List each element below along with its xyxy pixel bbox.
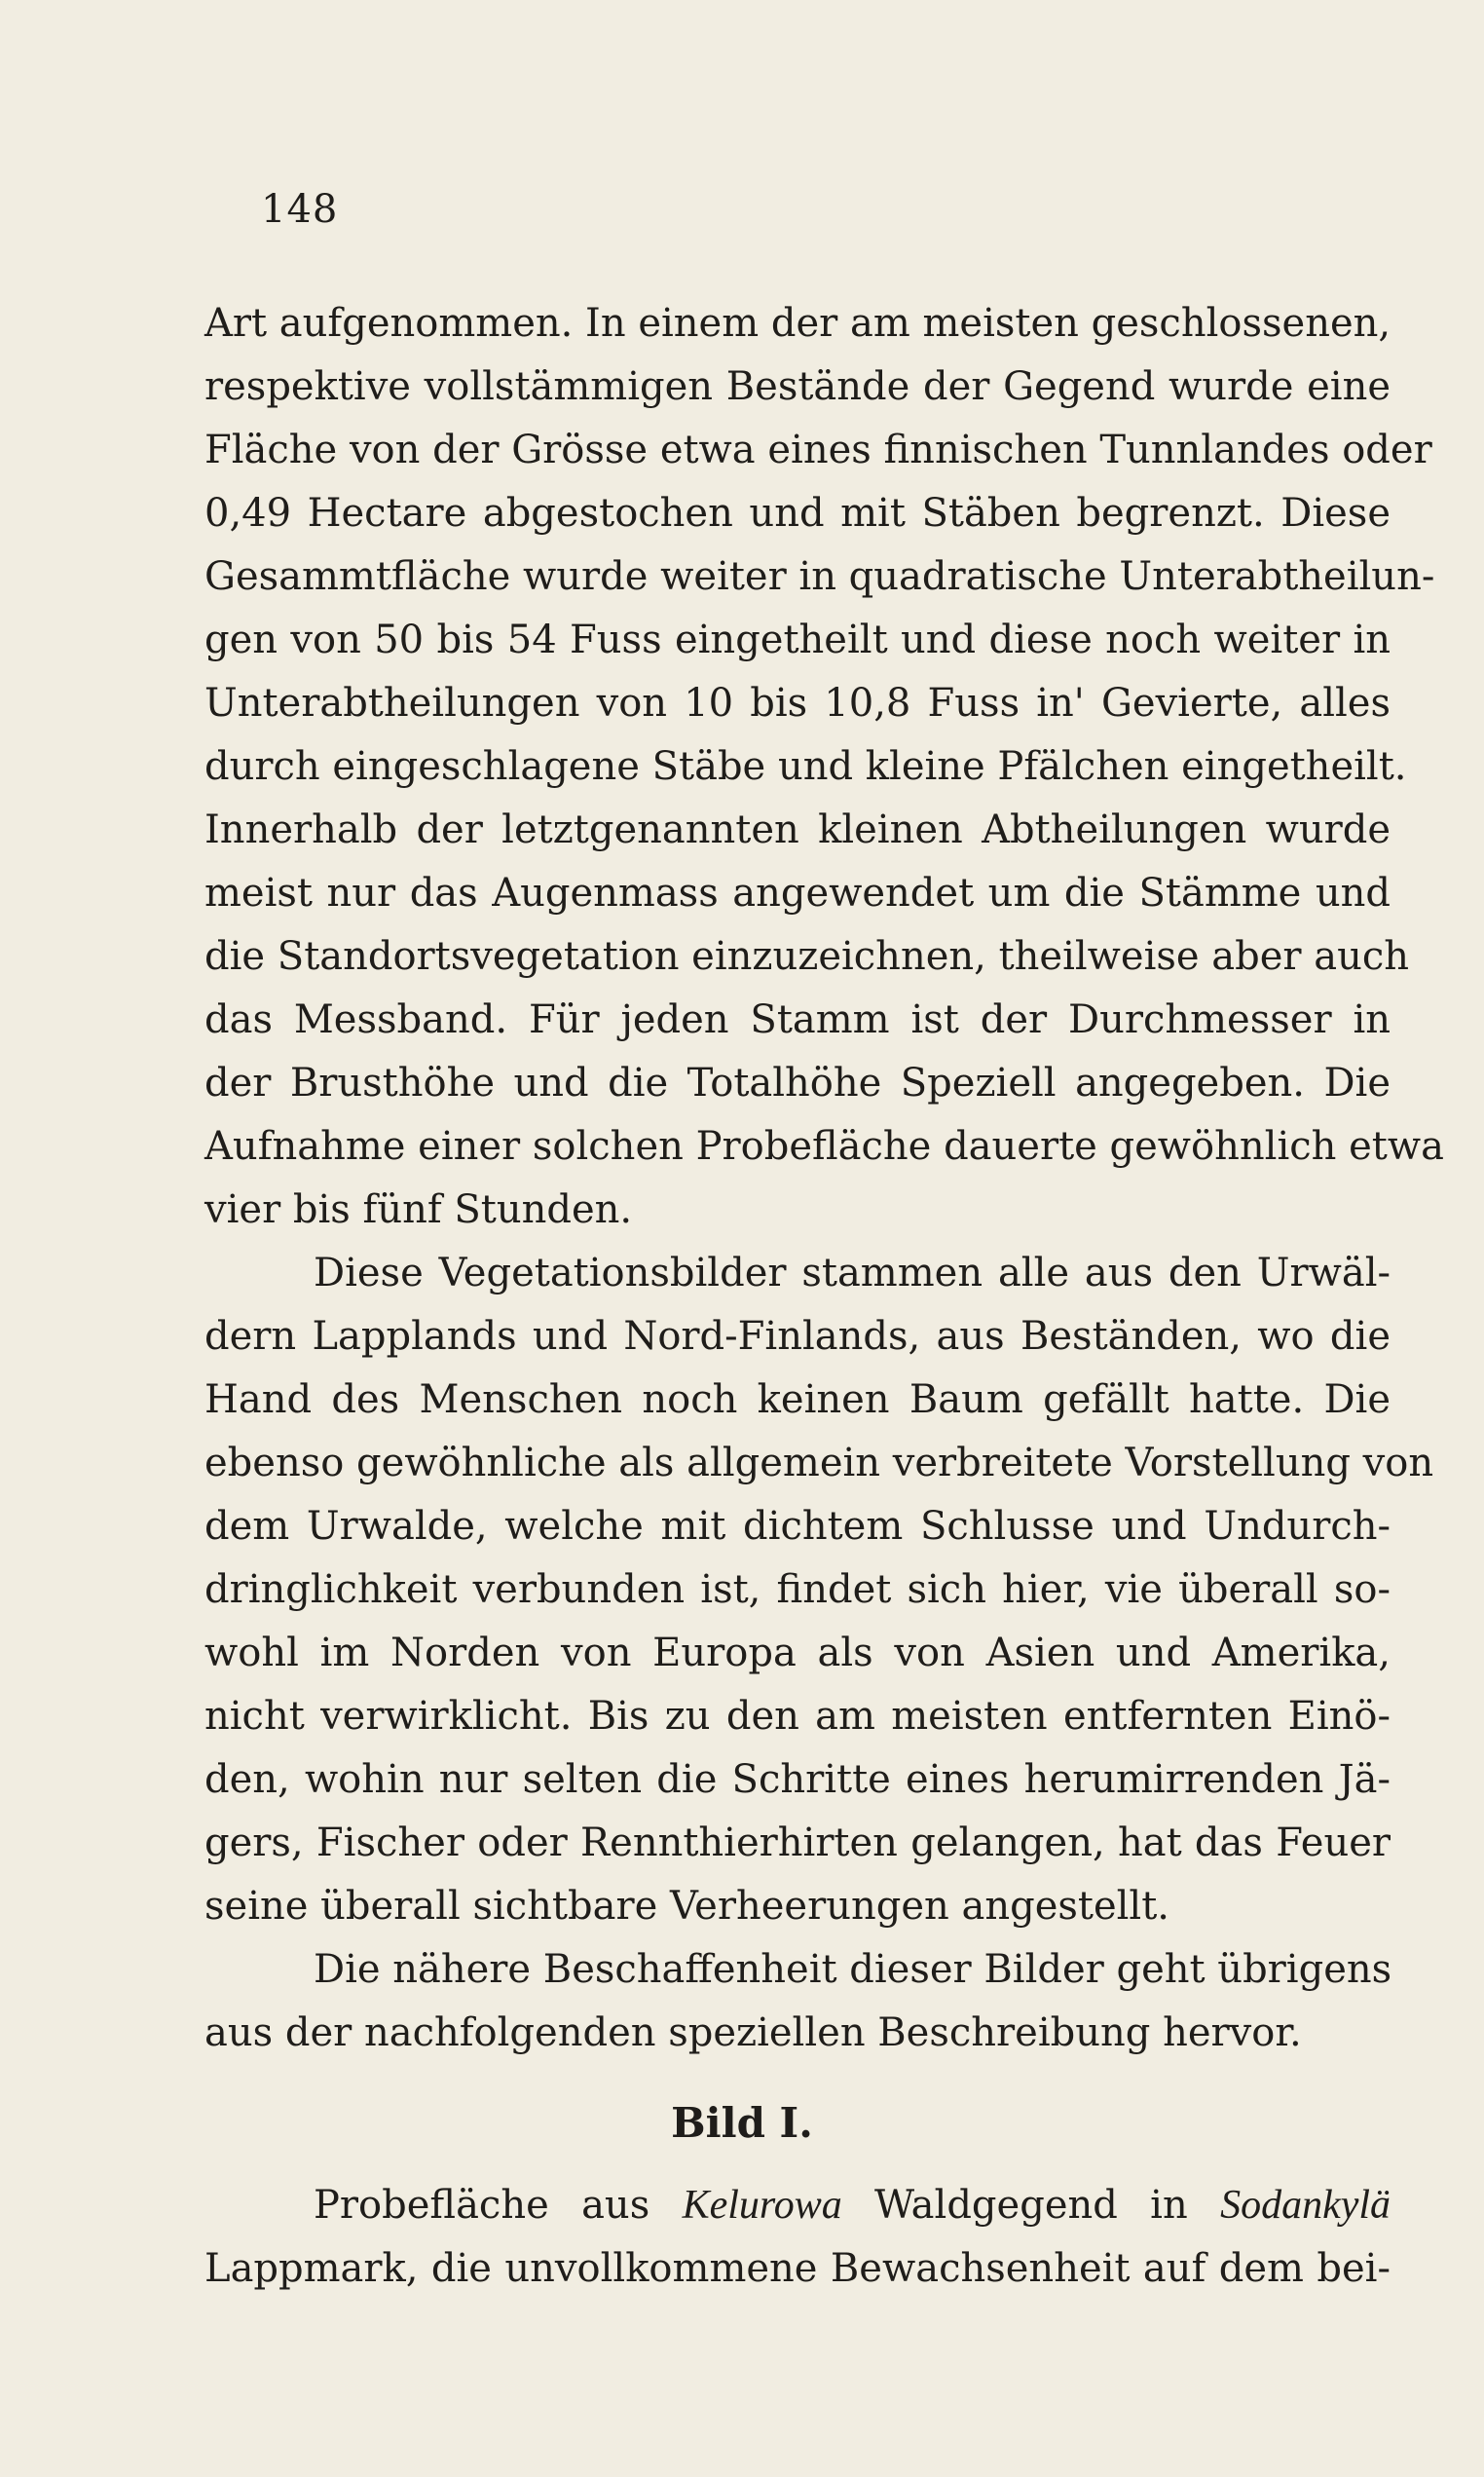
text-line: die Standortsvegetation einzuzeichnen, theilweise aber auch [204, 934, 1410, 979]
text-line: respektive vollstämmigen Bestände der Gegend wurde eine [204, 364, 1391, 409]
text-line: den, wohin nur selten die Schritte eines herumirrenden Jä- [204, 1757, 1391, 1802]
section-heading: Bild I. [671, 2099, 813, 2147]
text-line: Art aufgenommen. In einem der am meisten geschlossenen, [204, 301, 1391, 346]
page-number: 148 [261, 187, 339, 232]
text-line: dern Lapplands und Nord-Finlands, aus Beständen, wo die [204, 1314, 1391, 1359]
text-line: vier bis fünf Stunden. [204, 1187, 633, 1232]
text-line: ebenso gewöhnliche als allgemein verbreitete Vorstellung von [204, 1441, 1434, 1485]
place-name: Sodankylä [1220, 2183, 1391, 2228]
text-line: nicht verwirklicht. Bis zu den am meisten entfernten Einö- [204, 1694, 1391, 1739]
text-line: meist nur das Augenmass angewendet um die Stämme und [204, 871, 1391, 916]
text-line: Hand des Menschen noch keinen Baum gefällt hatte. Die [204, 1377, 1391, 1422]
text-line: Die nähere Beschaffenheit dieser Bilder geht übrigens [314, 1947, 1392, 1992]
text-line: gen von 50 bis 54 Fuss eingetheilt und diese noch weiter in [204, 618, 1391, 662]
text-line: seine überall sichtbare Verheerungen angestellt. [204, 1884, 1170, 1929]
text-line: Unterabtheilungen von 10 bis 10,8 Fuss in' Gevierte, alles [204, 681, 1391, 726]
place-name: Kelurowa [682, 2183, 842, 2228]
text-line: wohl im Norden von Europa als von Asien und Amerika, [204, 1631, 1391, 1675]
caption-line [314, 2174, 1391, 2237]
text-line: Fläche von der Grösse etwa eines finnischen Tunnlandes oder [204, 428, 1432, 472]
text-line: gers, Fischer oder Rennthierhirten gelangen, hat das Feuer [204, 1820, 1391, 1865]
text-line: Diese Vegetationsbilder stammen alle aus den Urwäl- [314, 1251, 1391, 1295]
text-line: aus der nachfolgenden speziellen Beschreibung hervor. [204, 2010, 1302, 2055]
text-line: dem Urwalde, welche mit dichtem Schlusse und Undurch- [204, 1504, 1391, 1549]
text-line: dringlichkeit verbunden ist, findet sich hier, vie überall so- [204, 1567, 1391, 1612]
text-line: durch eingeschlagene Stäbe und kleine Pfälchen eingetheilt. [204, 744, 1407, 789]
text-line: Aufnahme einer solchen Probefläche dauerte gewöhnlich etwa [204, 1124, 1444, 1169]
text-line: 0,49 Hectare abgestochen und mit Stäben begrenzt. Diese [204, 491, 1391, 536]
caption-text: Waldgegend in [874, 2183, 1188, 2228]
caption-line: Lappmark, die unvollkommene Bewachsenheit auf dem bei- [204, 2246, 1391, 2291]
text-line: der Brusthöhe und die Totalhöhe Speziell angegeben. Die [204, 1061, 1391, 1106]
text-line: das Messband. Für jeden Stamm ist der Durchmesser in [204, 997, 1391, 1042]
caption-text: Probefläche aus [314, 2183, 650, 2228]
text-line: Gesammtfläche wurde weiter in quadratische Unterabtheilun- [204, 554, 1435, 599]
text-line: Innerhalb der letztgenannten kleinen Abtheilungen wurde [204, 807, 1391, 852]
